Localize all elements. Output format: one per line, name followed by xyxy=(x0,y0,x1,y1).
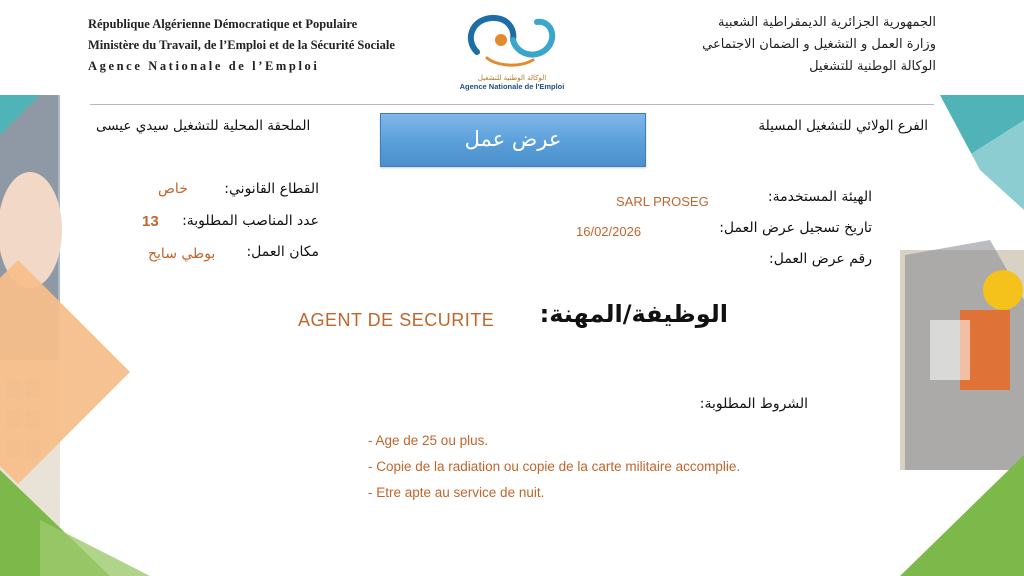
employer-label: الهيئة المستخدمة: xyxy=(767,189,872,205)
offer-number-label: رقم عرض العمل: xyxy=(769,251,872,267)
registration-date-label: تاريخ تسجيل عرض العمل: xyxy=(719,220,872,236)
ministry-name-ar: وزارة العمل و التشغيل و الضمان الاجتماعي xyxy=(702,37,936,52)
requirements-label: الشروط المطلوبة: xyxy=(699,396,808,412)
positions-value: 13 xyxy=(142,213,159,230)
job-title-label: الوظيفة/المهنة: xyxy=(539,300,728,328)
header-arabic xyxy=(702,12,936,78)
country-name-ar: الجمهورية الجزائرية الديمقراطية الشعبية xyxy=(718,15,936,30)
anem-logo-mark xyxy=(457,10,567,72)
header-divider xyxy=(90,104,934,105)
sector-value: خاص xyxy=(158,181,188,197)
employer-value: SARL PROSEG xyxy=(616,194,709,209)
location-label: مكان العمل: xyxy=(246,244,319,260)
positions-label: عدد المناصب المطلوبة: xyxy=(182,213,319,229)
anem-logo xyxy=(452,10,572,96)
header-french xyxy=(88,14,395,77)
local-office-name: الملحقة المحلية للتشغيل سيدي عيسى xyxy=(96,118,311,134)
worker-helmet xyxy=(983,270,1023,310)
registration-date-value: 16/02/2026 xyxy=(576,224,642,239)
logo-text-fr: Agence Nationale de l'Emploi xyxy=(459,82,565,91)
requirement-item: - Copie de la radiation ou copie de la carte militaire accomplie. xyxy=(368,459,741,474)
agency-name-ar: الوكالة الوطنية للتشغيل xyxy=(809,59,936,74)
location-value: بوطي سايح xyxy=(148,246,216,262)
page-title: عرض عمل xyxy=(464,127,562,151)
agency-name-fr: Agence Nationale de l’Emploi xyxy=(88,59,320,73)
requirements-list xyxy=(368,428,740,506)
title-banner xyxy=(380,113,646,167)
requirement-item: - Etre apte au service de nuit. xyxy=(368,485,545,500)
regional-office-name: الفرع الولائي للتشغيل المسيلة xyxy=(758,118,928,134)
requirement-item: - Age de 25 ou plus. xyxy=(368,433,489,448)
sector-label: القطاع القانوني: xyxy=(224,181,319,197)
ministry-name-fr: Ministère du Travail, de l’Emploi et de la Sécurité Sociale xyxy=(88,38,395,52)
job-title-value: AGENT DE SECURITE xyxy=(298,310,495,330)
country-name-fr: République Algérienne Démocratique et Populaire xyxy=(88,17,358,31)
logo-text-ar: الوكالة الوطنية للتشغيل xyxy=(477,74,547,82)
